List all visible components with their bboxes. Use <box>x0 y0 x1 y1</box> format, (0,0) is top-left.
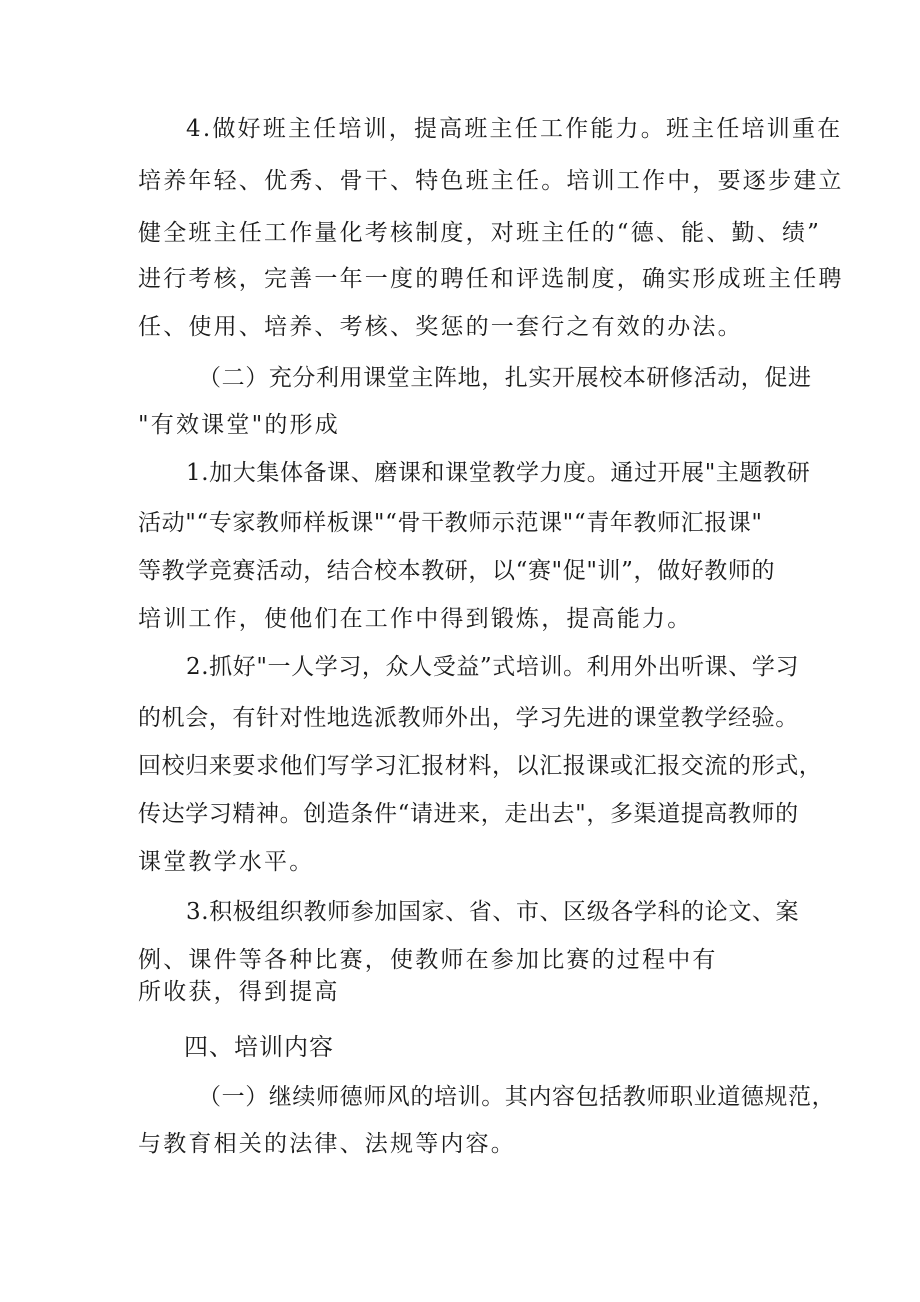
text-line: 与教育相关的法律、法规等内容。 <box>138 1131 516 1157</box>
section-heading: 四、培训内容 <box>184 1033 334 1061</box>
text-line: 1.加大集体备课、磨课和课堂教学力度。通过开展"主题教研 <box>186 460 811 486</box>
text-line: "有效课堂"的形成 <box>138 412 340 438</box>
text-line: 所收获，得到提高 <box>138 979 340 1005</box>
text-line: 4.做好班主任培训，提高班主任工作能力。班主任培训重在 <box>186 116 843 142</box>
text-line: 课堂教学水平。 <box>138 849 315 875</box>
text-line: 培养年轻、优秀、骨干、特色班主任。培训工作中，要逐步建立 <box>138 168 844 194</box>
text-line: 的机会，有针对性地选派教师外出，学习先进的课堂教学经验。 <box>138 705 799 731</box>
text-line: 3.积极组织教师参加国家、省、市、区级各学科的论文、案 <box>186 899 800 925</box>
text-line: （一）继续师德师风的培训。其内容包括教师职业道德规范， <box>198 1084 836 1110</box>
text-line: 等教学竞赛活动，结合校本教研，以“赛"促"训”，做好教师的 <box>138 558 776 584</box>
text-line: 任、使用、培养、考核、奖惩的一套行之有效的办法。 <box>138 314 743 340</box>
text-line: 活动"“专家教师样板课"“骨干教师示范课"“青年教师汇报课" <box>138 510 763 536</box>
text-line: 进行考核，完善一年一度的聘任和评选制度，确实形成班主任聘 <box>138 266 844 292</box>
text-line: 培训工作，使他们在工作中得到锻炼，提高能力。 <box>138 606 693 632</box>
text-line: （二）充分利用课堂主阵地，扎实开展校本研修活动，促进 <box>198 365 812 391</box>
text-line: 2.抓好"一人学习，众人受益”式培训。利用外出听课、学习 <box>186 654 800 680</box>
text-line: 回校归来要求他们写学习汇报材料，以汇报课或汇报交流的形式， <box>138 753 823 779</box>
text-line: 例、课件等各种比赛，使教师在参加比赛的过程中有 <box>138 947 718 973</box>
text-line: 传达学习精神。创造条件“请进来，走出去"，多渠道提高教师的 <box>138 801 799 827</box>
text-line: 健全班主任工作量化考核制度，对班主任的“德、能、勤、绩” <box>138 220 822 246</box>
